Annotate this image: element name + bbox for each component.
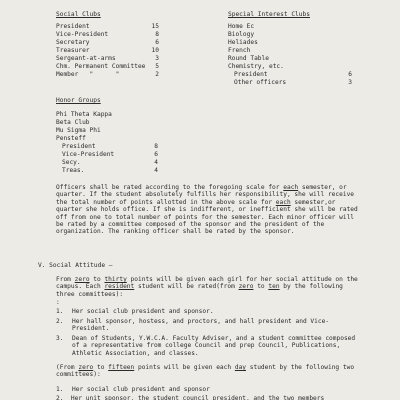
list-item-number: 1. <box>56 308 64 315</box>
honor-row-label: Secy. <box>62 159 81 166</box>
cutoff-line: 2. Her unit sponsor, the student council president, and the two members <box>56 395 325 400</box>
list-item: Her social club president and sponsor. <box>72 308 214 315</box>
special-row-value: 3 <box>348 79 352 86</box>
social-row-value: 3 <box>155 55 159 62</box>
social-row-label: President <box>56 23 90 30</box>
para-text: points will be given each girl for her social attitude on the campus. Each <box>56 276 358 291</box>
special-row-label: Round Table <box>228 55 269 62</box>
special-row-label: French <box>228 47 251 54</box>
list-item-number: 1. <box>56 386 64 393</box>
social-clubs-heading: Social Clubs <box>56 11 101 18</box>
para-text: From <box>56 276 75 283</box>
list-item-number: 2. <box>56 318 64 325</box>
honor-row-label: President <box>62 143 96 150</box>
honor-row-label: Vice-President <box>62 151 115 158</box>
list-item: Dean of Students, Y.W.C.A. Faculty Adviser, and a student committee composed of a representative from college Council and prep Council, Publications, Athletic Association, and classes. <box>72 335 356 357</box>
para-underlined: fifteen <box>108 364 135 371</box>
social-attitude-paragraph <box>56 276 362 298</box>
honor-row-label: Treas. <box>62 167 85 174</box>
para-text: by the following three committees): <box>56 283 343 298</box>
officers-underlined: each <box>275 198 291 206</box>
special-row-label: Home Ec <box>228 23 255 30</box>
list-item: Her social club president and sponsor <box>72 386 210 393</box>
special-row-label: Other officers <box>234 79 287 86</box>
social-row-label: Member " " <box>56 71 120 78</box>
honor-row-label: Pensteff <box>56 135 86 142</box>
officers-text: Officers shall be rated according to the foregoing scale for <box>56 184 284 191</box>
para-text: to <box>89 276 105 283</box>
honor-row-value: 6 <box>154 151 158 158</box>
special-row-label: President <box>234 71 268 78</box>
special-row-label: Heliades <box>228 39 258 46</box>
honor-row-label: Beta Club <box>56 119 90 126</box>
special-row-value: 6 <box>348 71 352 78</box>
list-item-number: 3. <box>56 335 64 342</box>
para-text: student by the following two committees): <box>56 364 355 379</box>
special-row-label: Biology <box>228 31 255 38</box>
social-row-label: Secretary <box>56 39 90 46</box>
social-row-label: Vice-President <box>56 31 109 38</box>
para-text: points will be given each <box>134 364 235 371</box>
para-underlined: zero <box>74 276 90 283</box>
honor-groups-heading: Honor Groups <box>56 97 101 104</box>
social-row-value: 8 <box>155 31 159 38</box>
stray-colon: : <box>56 299 60 306</box>
honor-row-value: 4 <box>154 167 158 174</box>
para-underlined: zero <box>238 283 254 291</box>
para-text: to <box>93 364 109 371</box>
officers-paragraph <box>56 184 364 236</box>
para-underlined: day <box>234 364 247 371</box>
para-text: to <box>253 283 269 291</box>
para-underlined: thirty <box>104 276 127 283</box>
para-underlined: resident <box>104 283 135 291</box>
para-underlined: zero <box>78 364 94 371</box>
list-item: Her hall sponsor, hostess, and proctors, and hall president and Vice-President. <box>72 318 330 333</box>
para-underlined: ten <box>268 283 280 291</box>
officers-text: semester,or quarter she holds office. If she is indifferent, or inefficient she will be rated off from one to total number of points for the semester. Each minor officer will be rated by a committee composed of the sponsor and the president of the organization. The ranking officer shall be rated by the sponsor. <box>56 198 358 236</box>
honor-row-value: 4 <box>154 159 158 166</box>
para-text: (From <box>56 364 79 371</box>
social-row-value: 2 <box>155 71 159 78</box>
social-row-value: 6 <box>155 39 159 46</box>
officers-text: semester, or quarter. If the student absolutely fulfills her responsibility, she will receive the total number of points allotted in the above scale for <box>56 184 355 206</box>
social-row-value: 10 <box>151 47 159 54</box>
social-row-value: 15 <box>151 23 159 30</box>
social-row-value: 5 <box>155 63 159 70</box>
special-interest-heading: Special Interest Clubs <box>228 11 310 18</box>
social-row-label: Chm. Permanent Committee <box>56 63 146 70</box>
social-row-label: Treasurer <box>56 47 90 54</box>
para-text: student will be rated(from <box>134 283 239 291</box>
honor-row-label: Phi Theta Kappa <box>56 111 112 118</box>
honor-row-value: 8 <box>154 143 158 150</box>
section-v-heading: V. Social Attitude — <box>38 262 113 269</box>
honor-row-label: Mu Sigma Phi <box>56 127 101 134</box>
special-row-label: Chemistry, etc. <box>228 63 284 70</box>
officers-underlined: each <box>283 184 299 191</box>
day-student-paragraph <box>56 364 362 379</box>
social-row-label: Sergeant-at-arms <box>56 55 116 62</box>
